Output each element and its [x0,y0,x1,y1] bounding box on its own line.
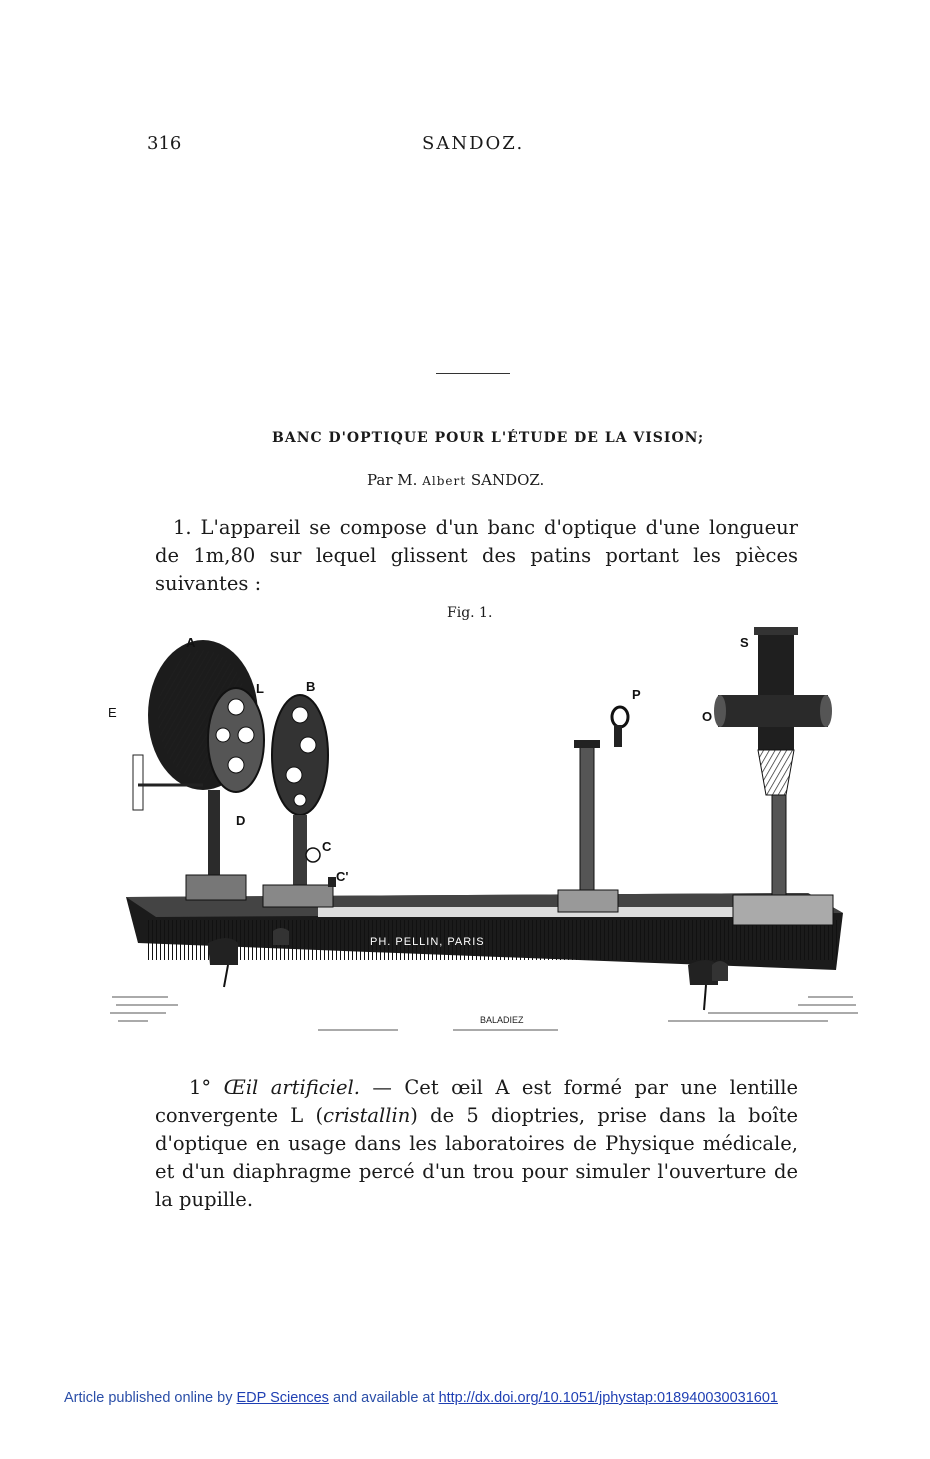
paragraph-2-text-b: ) de 5 dioptries, prise dans la boîte d'optique en usage dans les laboratoires de Physique médicale, et d'un diaphragme percé d'un trou pour simuler l'ouverture de la pupille. [155,1104,798,1211]
byline-firstname: Albert [422,474,467,488]
paragraph-number: 1. [173,516,192,539]
paragraph-2-lead: 1° [189,1076,224,1099]
label-b: B [306,679,316,694]
middle-stand [263,815,336,907]
paragraph-2-heading: Œil artificiel. [223,1076,360,1099]
optical-bench-engraving [108,625,860,1045]
paragraph-1-text: L'appareil se compose d'un banc d'optique d'une longueur de 1m,80 sur lequel glissent des patins portant les pièces suivantes : [155,516,798,595]
label-l: L [256,681,264,696]
figure-caption: Fig. 1. [447,605,493,621]
telescope-s [714,627,833,925]
label-d: D [236,813,246,828]
diaphragm-disk-b [272,695,328,815]
byline [367,471,544,489]
label-p: P [632,687,641,702]
paragraph-2-term: cristallin [323,1104,411,1127]
bench-inscription: PH. PELLIN, PARIS [370,936,485,948]
footer-middle: and available at [328,1390,439,1406]
paragraph-2 [155,1074,798,1214]
paragraph-2-text-a: — Cet œil A est formé par une lentille convergente L ( [155,1076,798,1127]
ground-shading [110,997,858,1030]
engraver-signature: BALADIEZ [480,1015,524,1025]
label-s: S [740,635,749,650]
lens-disk [208,688,264,792]
column-stand [558,740,618,912]
label-a: A [186,635,196,650]
separator-rule [436,373,510,374]
label-c-prime: C' [336,869,349,884]
byline-prefix: Par M. [367,471,423,489]
footer-prefix: Article published online by [64,1390,237,1406]
label-e: E [108,705,117,720]
publication-footer [64,1390,778,1406]
article-title: BANC D'OPTIQUE POUR L'ÉTUDE DE LA VISION; [272,430,705,446]
page-number: 316 [147,133,182,154]
publisher-link[interactable]: EDP Sciences [236,1390,329,1406]
paragraph-1 [155,514,798,598]
running-head: SANDOZ. [422,133,525,154]
label-c: C [322,839,332,854]
doi-link[interactable]: http://dx.doi.org/10.1051/jphystap:018940030031601 [438,1390,778,1406]
label-o: O [702,709,713,724]
byline-surname: SANDOZ. [466,471,545,489]
p-clip [612,707,628,747]
